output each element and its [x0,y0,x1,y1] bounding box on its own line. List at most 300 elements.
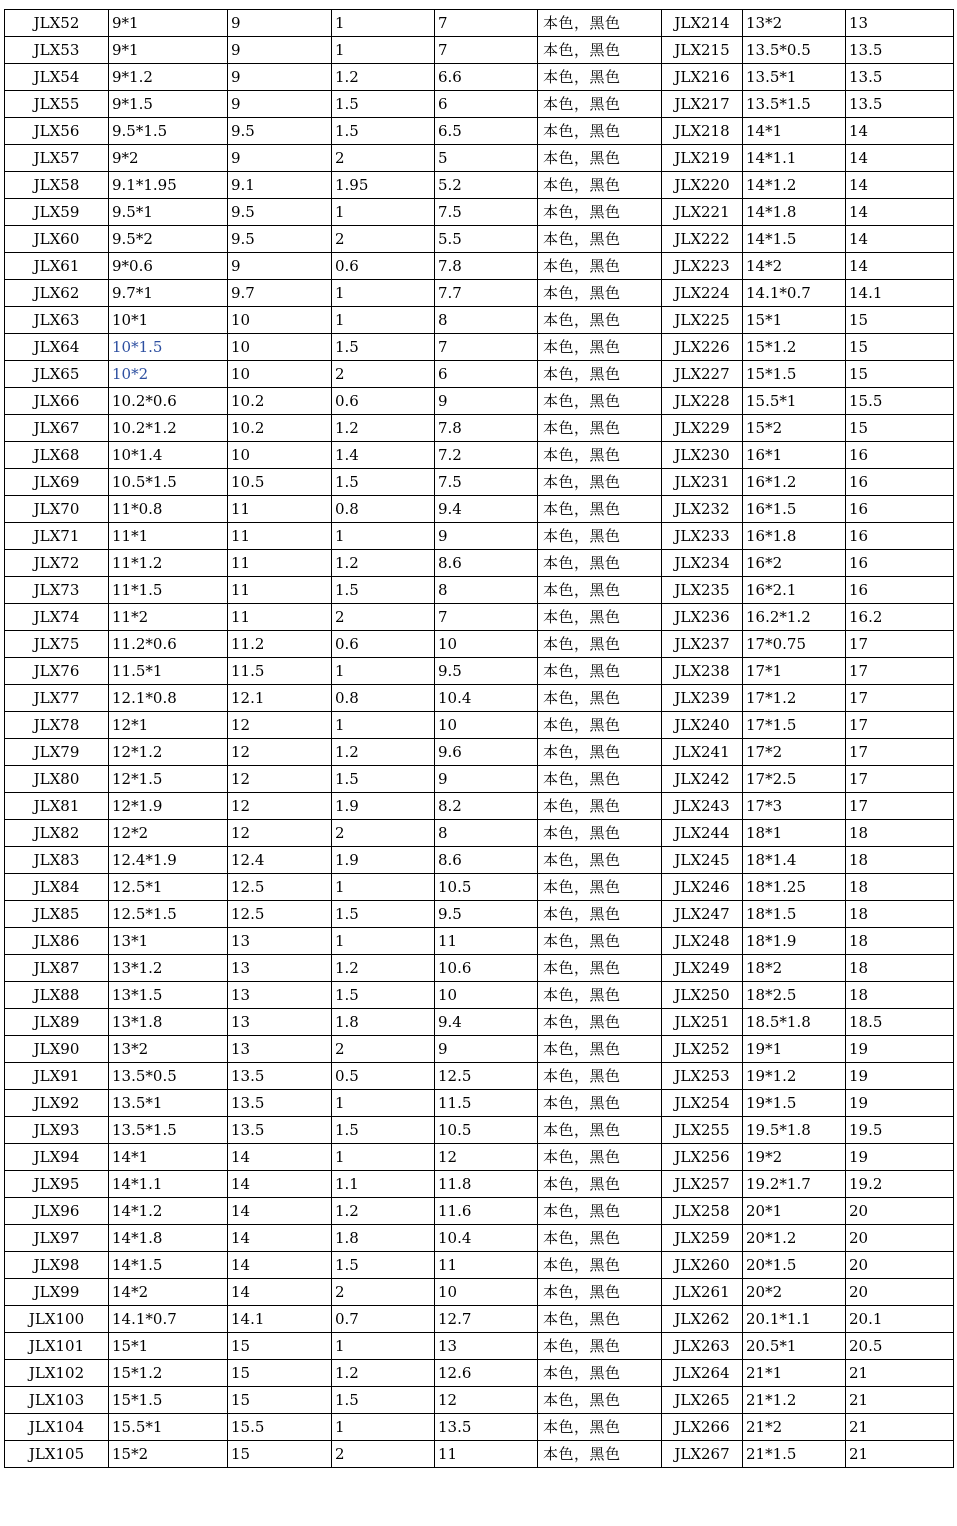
cell-inner-diameter: 7.5 [435,199,538,226]
cell-spec: 10*1.4 [109,442,228,469]
cell-model-code: JLX92 [5,1090,109,1117]
cell-model-code-2: JLX266 [662,1414,743,1441]
cell-spec: 11.2*0.6 [109,631,228,658]
table-row [5,1225,954,1252]
cell-model-code: JLX62 [5,280,109,307]
cell-inner-diameter: 8.6 [435,550,538,577]
cell-outer-diameter-2: 21 [846,1387,954,1414]
cell-spec-2: 18*2 [743,955,846,982]
cell-model-code-2: JLX248 [662,928,743,955]
table-row [5,874,954,901]
table-row [5,469,954,496]
cell-color: 本色，黑色 [538,1306,662,1333]
cell-spec-2: 13.5*0.5 [743,37,846,64]
cell-color: 本色，黑色 [538,1144,662,1171]
cell-inner-diameter: 10.4 [435,1225,538,1252]
cell-spec: 9.1*1.95 [109,172,228,199]
cell-spec-2: 17*2 [743,739,846,766]
cell-model-code: JLX87 [5,955,109,982]
cell-spec-2: 13.5*1.5 [743,91,846,118]
cell-spec: 14*1.1 [109,1171,228,1198]
cell-model-code: JLX94 [5,1144,109,1171]
cell-outer-diameter-2: 18 [846,820,954,847]
cell-color: 本色，黑色 [538,91,662,118]
cell-spec: 10.2*0.6 [109,388,228,415]
cell-color: 本色，黑色 [538,955,662,982]
cell-thickness: 2 [332,604,435,631]
table-row [5,712,954,739]
table-row [5,685,954,712]
table-row [5,199,954,226]
cell-color: 本色，黑色 [538,334,662,361]
cell-model-code-2: JLX243 [662,793,743,820]
spec-table [4,9,954,1468]
cell-outer-diameter-2: 17 [846,658,954,685]
cell-model-code-2: JLX262 [662,1306,743,1333]
cell-outer-diameter-2: 18 [846,982,954,1009]
cell-color: 本色，黑色 [538,928,662,955]
cell-model-code: JLX68 [5,442,109,469]
cell-spec-2: 16*1 [743,442,846,469]
cell-color: 本色，黑色 [538,37,662,64]
cell-spec: 12*2 [109,820,228,847]
cell-model-code-2: JLX258 [662,1198,743,1225]
cell-outer-diameter-2: 15 [846,361,954,388]
cell-inner-diameter: 11 [435,1252,538,1279]
cell-model-code: JLX74 [5,604,109,631]
cell-outer-diameter: 9 [228,37,332,64]
cell-spec: 10.2*1.2 [109,415,228,442]
cell-spec-2: 19*1 [743,1036,846,1063]
cell-thickness: 1 [332,928,435,955]
table-row [5,1279,954,1306]
cell-outer-diameter: 12 [228,793,332,820]
cell-outer-diameter: 15 [228,1333,332,1360]
cell-model-code-2: JLX267 [662,1441,743,1468]
cell-inner-diameter: 7 [435,10,538,37]
cell-thickness: 1.1 [332,1171,435,1198]
cell-color: 本色，黑色 [538,901,662,928]
cell-spec-2: 15.5*1 [743,388,846,415]
cell-color: 本色，黑色 [538,685,662,712]
cell-model-code-2: JLX241 [662,739,743,766]
cell-spec-2: 13*2 [743,10,846,37]
cell-model-code-2: JLX215 [662,37,743,64]
cell-outer-diameter-2: 20 [846,1252,954,1279]
cell-model-code-2: JLX225 [662,307,743,334]
cell-inner-diameter: 11.6 [435,1198,538,1225]
cell-outer-diameter: 15 [228,1441,332,1468]
cell-model-code-2: JLX256 [662,1144,743,1171]
cell-outer-diameter-2: 19.5 [846,1117,954,1144]
cell-spec: 9*2 [109,145,228,172]
cell-thickness: 1.8 [332,1009,435,1036]
cell-inner-diameter: 9.4 [435,1009,538,1036]
cell-inner-diameter: 5.5 [435,226,538,253]
cell-spec-2: 15*1.5 [743,361,846,388]
cell-model-code: JLX64 [5,334,109,361]
cell-inner-diameter: 6 [435,91,538,118]
cell-model-code-2: JLX227 [662,361,743,388]
cell-spec: 9*1 [109,37,228,64]
cell-color: 本色，黑色 [538,1333,662,1360]
cell-inner-diameter: 6.5 [435,118,538,145]
table-row [5,1009,954,1036]
cell-outer-diameter-2: 17 [846,631,954,658]
cell-spec-2: 14*1.1 [743,145,846,172]
cell-model-code-2: JLX223 [662,253,743,280]
cell-model-code-2: JLX224 [662,280,743,307]
cell-color: 本色，黑色 [538,793,662,820]
cell-model-code-2: JLX236 [662,604,743,631]
cell-color: 本色，黑色 [538,226,662,253]
cell-spec-2: 20.1*1.1 [743,1306,846,1333]
cell-color: 本色，黑色 [538,469,662,496]
cell-spec: 13.5*1 [109,1090,228,1117]
cell-color: 本色，黑色 [538,712,662,739]
cell-outer-diameter: 12 [228,766,332,793]
cell-spec: 13*1.2 [109,955,228,982]
cell-thickness: 1 [332,1144,435,1171]
cell-model-code-2: JLX263 [662,1333,743,1360]
cell-model-code: JLX69 [5,469,109,496]
cell-model-code-2: JLX264 [662,1360,743,1387]
cell-model-code: JLX95 [5,1171,109,1198]
cell-color: 本色，黑色 [538,1036,662,1063]
cell-spec-2: 17*1.5 [743,712,846,739]
cell-color: 本色，黑色 [538,199,662,226]
cell-outer-diameter-2: 16 [846,469,954,496]
cell-spec: 11*1.2 [109,550,228,577]
cell-spec: 15*1.5 [109,1387,228,1414]
cell-outer-diameter-2: 16.2 [846,604,954,631]
cell-spec-2: 17*3 [743,793,846,820]
cell-outer-diameter: 15 [228,1387,332,1414]
cell-outer-diameter-2: 13 [846,10,954,37]
table-row [5,901,954,928]
cell-spec: 10*1.5 [109,334,228,361]
cell-model-code: JLX102 [5,1360,109,1387]
cell-thickness: 1.5 [332,469,435,496]
cell-inner-diameter: 8 [435,577,538,604]
table-row [5,1306,954,1333]
cell-outer-diameter-2: 18 [846,955,954,982]
cell-spec: 12*1.2 [109,739,228,766]
cell-color: 本色，黑色 [538,442,662,469]
cell-outer-diameter: 9 [228,253,332,280]
cell-color: 本色，黑色 [538,1171,662,1198]
cell-inner-diameter: 7 [435,37,538,64]
cell-inner-diameter: 7.8 [435,415,538,442]
cell-spec-2: 18*1.9 [743,928,846,955]
cell-spec: 15.5*1 [109,1414,228,1441]
cell-thickness: 1.2 [332,1198,435,1225]
cell-thickness: 1.5 [332,766,435,793]
cell-spec-2: 20*1 [743,1198,846,1225]
cell-outer-diameter-2: 20.5 [846,1333,954,1360]
table-row [5,172,954,199]
cell-outer-diameter-2: 14 [846,145,954,172]
cell-color: 本色，黑色 [538,820,662,847]
cell-spec-2: 19.5*1.8 [743,1117,846,1144]
cell-outer-diameter: 13.5 [228,1117,332,1144]
cell-spec: 9*1 [109,10,228,37]
cell-inner-diameter: 7.8 [435,253,538,280]
cell-model-code-2: JLX259 [662,1225,743,1252]
cell-model-code: JLX76 [5,658,109,685]
cell-model-code-2: JLX214 [662,10,743,37]
cell-outer-diameter-2: 16 [846,550,954,577]
cell-spec-2: 14*1.2 [743,172,846,199]
table-row [5,604,954,631]
cell-outer-diameter: 9 [228,10,332,37]
cell-inner-diameter: 11.5 [435,1090,538,1117]
cell-outer-diameter: 14 [228,1144,332,1171]
cell-model-code: JLX53 [5,37,109,64]
table-row [5,442,954,469]
cell-spec-2: 18*1.5 [743,901,846,928]
cell-thickness: 2 [332,820,435,847]
cell-outer-diameter: 9 [228,64,332,91]
table-row [5,118,954,145]
table-row [5,64,954,91]
cell-model-code: JLX73 [5,577,109,604]
cell-spec: 9.7*1 [109,280,228,307]
cell-model-code-2: JLX218 [662,118,743,145]
cell-thickness: 1.5 [332,577,435,604]
cell-spec: 12*1.9 [109,793,228,820]
cell-spec: 9.5*1 [109,199,228,226]
cell-color: 本色，黑色 [538,739,662,766]
cell-spec-2: 15*2 [743,415,846,442]
cell-model-code: JLX81 [5,793,109,820]
cell-inner-diameter: 8.6 [435,847,538,874]
cell-color: 本色，黑色 [538,1009,662,1036]
cell-model-code-2: JLX226 [662,334,743,361]
table-row [5,1360,954,1387]
cell-outer-diameter-2: 14 [846,172,954,199]
cell-model-code-2: JLX253 [662,1063,743,1090]
cell-model-code: JLX70 [5,496,109,523]
cell-outer-diameter: 9 [228,145,332,172]
cell-outer-diameter: 14 [228,1279,332,1306]
cell-color: 本色，黑色 [538,982,662,1009]
cell-inner-diameter: 12.6 [435,1360,538,1387]
cell-model-code: JLX100 [5,1306,109,1333]
cell-model-code-2: JLX244 [662,820,743,847]
cell-outer-diameter: 14 [228,1252,332,1279]
cell-thickness: 1.4 [332,442,435,469]
cell-spec-2: 16.2*1.2 [743,604,846,631]
cell-inner-diameter: 5.2 [435,172,538,199]
cell-inner-diameter: 10.5 [435,1117,538,1144]
cell-spec: 10*1 [109,307,228,334]
cell-outer-diameter: 11 [228,496,332,523]
cell-model-code: JLX86 [5,928,109,955]
cell-inner-diameter: 9.5 [435,658,538,685]
cell-inner-diameter: 10 [435,1279,538,1306]
cell-outer-diameter: 12.4 [228,847,332,874]
cell-model-code: JLX80 [5,766,109,793]
cell-model-code: JLX105 [5,1441,109,1468]
cell-spec-2: 16*1.5 [743,496,846,523]
cell-outer-diameter-2: 20 [846,1225,954,1252]
cell-thickness: 0.8 [332,496,435,523]
cell-thickness: 1.5 [332,91,435,118]
cell-model-code: JLX52 [5,10,109,37]
cell-thickness: 1.2 [332,64,435,91]
cell-model-code-2: JLX245 [662,847,743,874]
cell-spec: 13*1.8 [109,1009,228,1036]
cell-outer-diameter-2: 14 [846,253,954,280]
cell-model-code: JLX101 [5,1333,109,1360]
cell-spec: 9*1.5 [109,91,228,118]
cell-color: 本色，黑色 [538,1225,662,1252]
cell-model-code: JLX78 [5,712,109,739]
cell-color: 本色，黑色 [538,1252,662,1279]
cell-spec-2: 21*1 [743,1360,846,1387]
cell-model-code-2: JLX229 [662,415,743,442]
cell-inner-diameter: 6 [435,361,538,388]
cell-outer-diameter: 15.5 [228,1414,332,1441]
cell-outer-diameter: 12 [228,820,332,847]
cell-outer-diameter: 14 [228,1171,332,1198]
cell-model-code: JLX71 [5,523,109,550]
cell-spec: 9.5*2 [109,226,228,253]
cell-spec-2: 15*1 [743,307,846,334]
table-row [5,1333,954,1360]
cell-inner-diameter: 12 [435,1144,538,1171]
table-row [5,1252,954,1279]
cell-thickness: 0.6 [332,253,435,280]
cell-model-code: JLX96 [5,1198,109,1225]
cell-spec: 14*1 [109,1144,228,1171]
cell-spec: 13.5*1.5 [109,1117,228,1144]
cell-model-code-2: JLX235 [662,577,743,604]
cell-model-code-2: JLX252 [662,1036,743,1063]
cell-thickness: 1.5 [332,118,435,145]
cell-inner-diameter: 8 [435,307,538,334]
cell-thickness: 2 [332,1279,435,1306]
cell-outer-diameter-2: 19 [846,1144,954,1171]
cell-spec-2: 17*0.75 [743,631,846,658]
cell-outer-diameter-2: 18 [846,901,954,928]
cell-color: 本色，黑色 [538,10,662,37]
cell-color: 本色，黑色 [538,172,662,199]
cell-outer-diameter-2: 14.1 [846,280,954,307]
cell-outer-diameter: 13.5 [228,1063,332,1090]
cell-color: 本色，黑色 [538,496,662,523]
table-row [5,1171,954,1198]
table-row [5,658,954,685]
table-row [5,91,954,118]
cell-spec: 14*1.8 [109,1225,228,1252]
cell-outer-diameter: 11 [228,577,332,604]
cell-outer-diameter: 10 [228,334,332,361]
cell-thickness: 1.2 [332,550,435,577]
table-row [5,739,954,766]
cell-color: 本色，黑色 [538,64,662,91]
cell-color: 本色，黑色 [538,1279,662,1306]
cell-model-code: JLX59 [5,199,109,226]
cell-spec: 14*2 [109,1279,228,1306]
cell-spec-2: 20*1.5 [743,1252,846,1279]
cell-outer-diameter-2: 17 [846,739,954,766]
cell-model-code-2: JLX220 [662,172,743,199]
cell-model-code: JLX60 [5,226,109,253]
cell-inner-diameter: 7.2 [435,442,538,469]
cell-inner-diameter: 9 [435,1036,538,1063]
cell-outer-diameter-2: 13.5 [846,37,954,64]
cell-spec: 15*2 [109,1441,228,1468]
cell-model-code-2: JLX247 [662,901,743,928]
table-row [5,1090,954,1117]
cell-thickness: 1.9 [332,847,435,874]
cell-thickness: 1.2 [332,1360,435,1387]
cell-color: 本色，黑色 [538,523,662,550]
cell-spec-2: 20*1.2 [743,1225,846,1252]
cell-inner-diameter: 9 [435,388,538,415]
cell-outer-diameter: 13 [228,928,332,955]
cell-inner-diameter: 7.7 [435,280,538,307]
cell-spec-2: 18*2.5 [743,982,846,1009]
cell-thickness: 1.8 [332,1225,435,1252]
cell-color: 本色，黑色 [538,145,662,172]
cell-outer-diameter: 12 [228,739,332,766]
cell-color: 本色，黑色 [538,1387,662,1414]
cell-model-code-2: JLX237 [662,631,743,658]
cell-model-code-2: JLX232 [662,496,743,523]
cell-model-code: JLX85 [5,901,109,928]
cell-model-code: JLX79 [5,739,109,766]
cell-outer-diameter: 13 [228,955,332,982]
table-row [5,766,954,793]
table-row [5,37,954,64]
table-row [5,334,954,361]
cell-inner-diameter: 11.8 [435,1171,538,1198]
cell-outer-diameter-2: 21 [846,1414,954,1441]
cell-inner-diameter: 9.6 [435,739,538,766]
cell-color: 本色，黑色 [538,847,662,874]
cell-outer-diameter-2: 16 [846,442,954,469]
cell-color: 本色，黑色 [538,1441,662,1468]
cell-thickness: 0.8 [332,685,435,712]
cell-model-code-2: JLX265 [662,1387,743,1414]
cell-model-code-2: JLX230 [662,442,743,469]
cell-model-code: JLX66 [5,388,109,415]
cell-inner-diameter: 9.4 [435,496,538,523]
table-row [5,1117,954,1144]
cell-outer-diameter-2: 17 [846,685,954,712]
cell-color: 本色，黑色 [538,658,662,685]
cell-model-code: JLX98 [5,1252,109,1279]
cell-model-code-2: JLX255 [662,1117,743,1144]
cell-spec: 15*1.2 [109,1360,228,1387]
cell-model-code-2: JLX222 [662,226,743,253]
cell-model-code-2: JLX221 [662,199,743,226]
cell-outer-diameter-2: 17 [846,712,954,739]
cell-inner-diameter: 11 [435,928,538,955]
cell-thickness: 2 [332,1036,435,1063]
table-row [5,523,954,550]
cell-thickness: 0.6 [332,631,435,658]
cell-outer-diameter-2: 18 [846,847,954,874]
cell-model-code-2: JLX216 [662,64,743,91]
cell-outer-diameter-2: 16 [846,577,954,604]
cell-outer-diameter-2: 19 [846,1090,954,1117]
cell-outer-diameter-2: 14 [846,118,954,145]
cell-outer-diameter-2: 16 [846,496,954,523]
